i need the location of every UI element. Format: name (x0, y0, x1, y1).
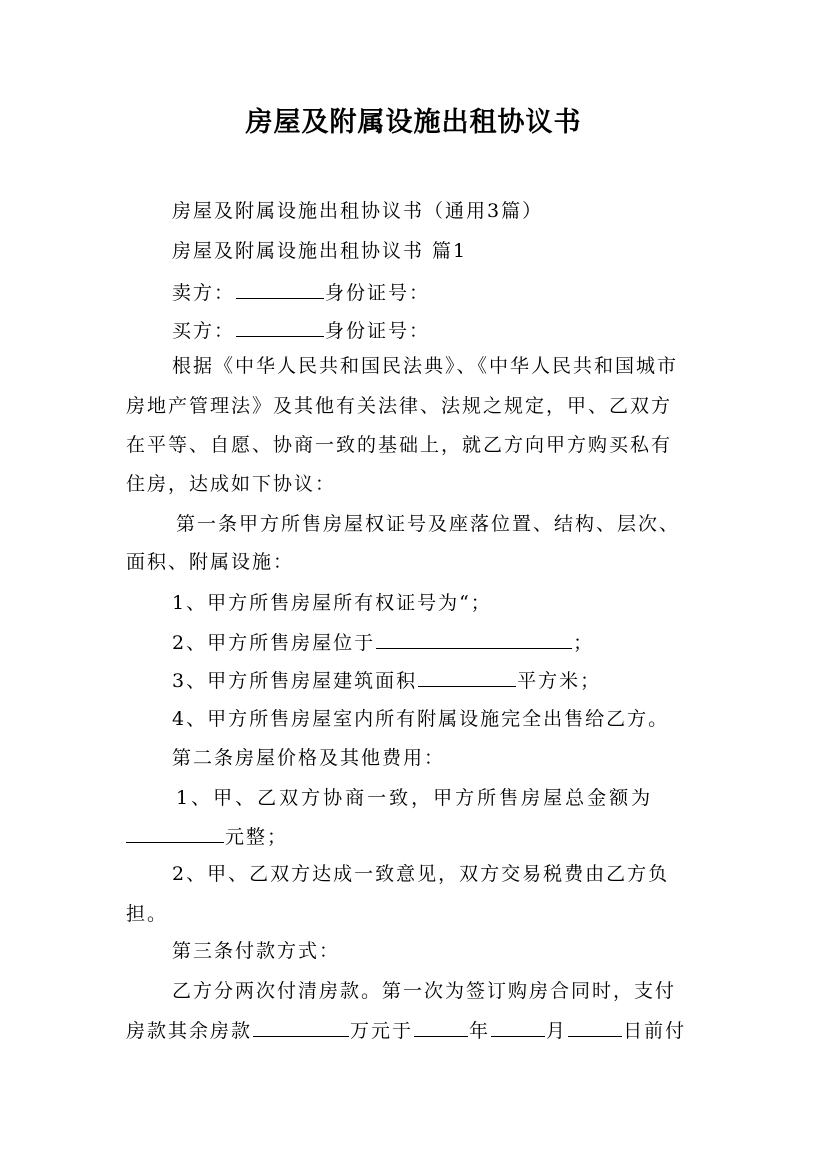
buyer-label: 买方： (172, 320, 236, 342)
paragraph-line: 根据《中华人民共和国民法典》、《中华人民共和国城市 (172, 355, 679, 377)
year-blank (414, 1016, 468, 1037)
area-blank (418, 666, 516, 687)
list-item-cont: 担。 (126, 903, 169, 925)
paragraph-line: 房地产管理法》及其他有关法律、法规之规定，甲、乙双方 (126, 395, 673, 417)
paragraph-line: 住房，达成如下协议： (126, 473, 337, 495)
paragraph-line: 在平等、自愿、协商一致的基础上，就乙方向甲方购买私有 (126, 434, 673, 456)
price-blank (126, 822, 224, 843)
day-blank (568, 1016, 622, 1037)
month-blank (491, 1016, 545, 1037)
document-title: 房屋及附属设施出租协议书 (245, 107, 582, 138)
list-item-cont: 元整； (126, 822, 288, 851)
article-1-heading-cont: 面积、附属设施： (126, 551, 295, 573)
list-item: 4、甲方所售房屋室内所有附属设施完全出售给乙方。 (172, 708, 670, 730)
list-item: 1、甲、乙双方协商一致，甲方所售房屋总金额为 (176, 787, 654, 809)
list-item: 1、甲方所售房屋所有权证号为“； (172, 592, 492, 614)
document-subtitle: 房屋及附属设施出租协议书（通用3篇） (172, 200, 544, 222)
buyer-line (172, 316, 430, 345)
section-heading: 房屋及附属设施出租协议书 篇1 (172, 240, 468, 262)
seller-label: 卖方： (172, 282, 236, 304)
seller-line (172, 278, 430, 307)
list-item: 3、甲方所售房屋建筑面积 平方米； (172, 666, 601, 695)
list-item: 2、甲、乙双方达成一致意见，双方交易税费由乙方负 (172, 863, 670, 885)
seller-name-blank (236, 278, 324, 299)
location-blank (376, 628, 572, 649)
article-2-heading: 第二条房屋价格及其他费用： (172, 747, 446, 769)
paragraph-line: 乙方分两次付清房款。第一次为签订购房合同时，支付 (172, 980, 677, 1002)
buyer-name-blank (236, 316, 324, 337)
list-item: 2、甲方所售房屋位于 ； (172, 628, 594, 657)
buyer-id-label: 身份证号： (325, 320, 431, 342)
article-1-heading: 第一条甲方所售房屋权证号及座落位置、结构、层次、 (176, 513, 681, 535)
remaining-amount-blank (253, 1016, 349, 1037)
seller-id-label: 身份证号： (325, 282, 431, 304)
article-3-heading: 第三条付款方式： (172, 940, 341, 962)
paragraph-line: 房款其余房款 万元于 年 月 日前付 (126, 1016, 686, 1045)
